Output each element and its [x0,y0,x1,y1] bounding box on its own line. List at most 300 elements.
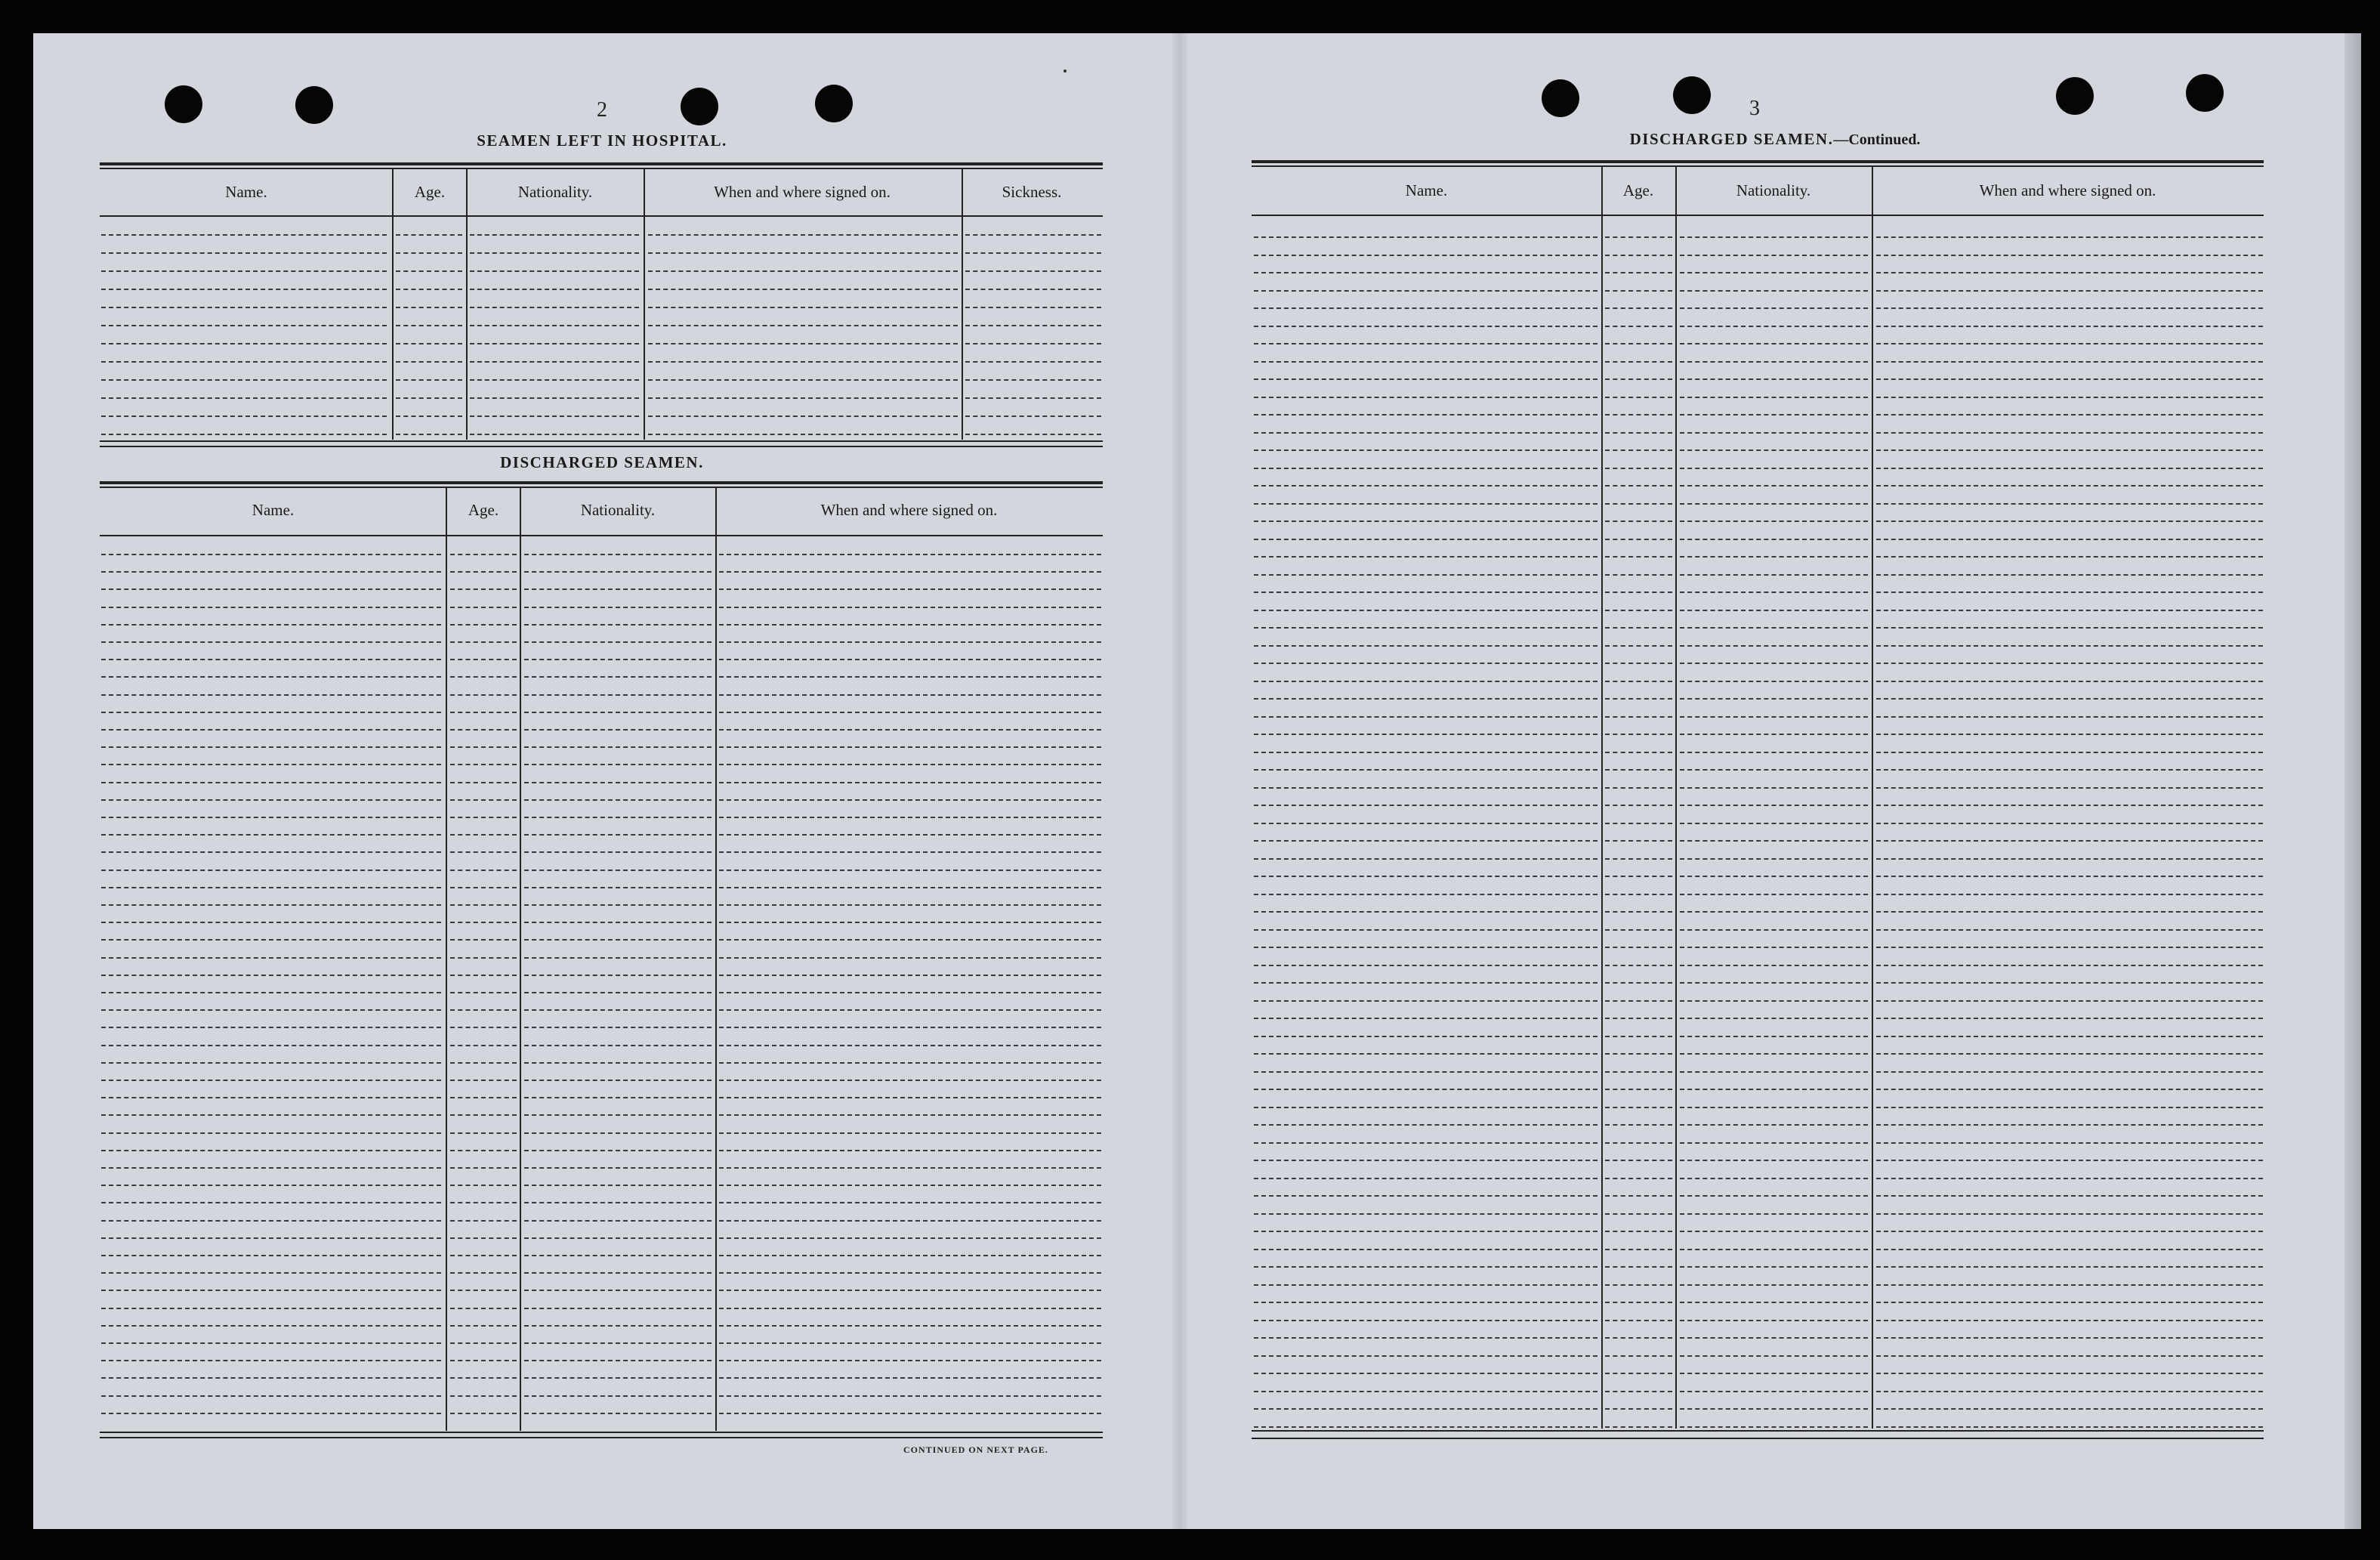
blank-entry-line [1680,929,1868,931]
blank-entry-line [1876,255,2263,256]
blank-entry-line [719,1027,1101,1028]
blank-entry-line [524,729,712,731]
blank-entry-line [1254,1391,1597,1392]
blank-entry-line [1680,823,1868,824]
blank-entry-line [1254,1249,1597,1250]
header-rule [100,215,1103,217]
blank-entry-line [101,676,441,678]
blank-entry-line [524,641,712,643]
blank-entry-line [648,234,958,236]
blank-entry-line [1876,1071,2263,1073]
blank-entry-line [1680,290,1868,292]
blank-entry-line [719,1167,1101,1169]
punch-hole [1542,79,1579,117]
blank-entry-line [1876,1195,2263,1197]
blank-entry-line [1876,1320,2263,1321]
blank-entry-line [719,1009,1101,1011]
blank-entry-line [719,1255,1101,1256]
blank-entry-line [1605,840,1672,842]
table-rule [100,1432,1103,1433]
blank-entry-line [1605,1053,1672,1055]
blank-entry-line [719,641,1101,643]
blank-entry-line [1254,1089,1597,1090]
table-rule [100,481,1103,484]
blank-entry-line [1254,1408,1597,1410]
blank-entry-line [524,712,712,713]
blank-entry-line [1680,1089,1868,1090]
blank-entry-line [101,1185,441,1186]
blank-entry-line [1680,645,1868,647]
blank-entry-line [965,289,1101,290]
blank-entry-line [1605,947,1672,948]
blank-entry-line [524,1255,712,1256]
blank-entry-line [719,834,1101,836]
blank-entry-line [101,1255,441,1256]
blank-entry-line [101,694,441,696]
blank-entry-line [1254,1107,1597,1108]
blank-entry-line [1605,929,1672,931]
blank-entry-line [524,746,712,748]
table-rule [100,1437,1103,1438]
blank-entry-line [1876,236,2263,238]
blank-entry-line [965,361,1101,363]
blank-entry-line [1680,255,1868,256]
blank-entry-line [1680,1000,1868,1002]
blank-entry-line [1876,343,2263,344]
blank-entry-line [1254,982,1597,984]
blank-entry-line [1254,556,1597,558]
blank-entry-line [719,1272,1101,1274]
blank-entry-line [1254,343,1597,344]
blank-entry-line [1254,947,1597,948]
blank-entry-line [1876,1337,2263,1339]
blank-entry-line [1680,805,1868,806]
blank-entry-line [1605,627,1672,629]
blank-entry-line [1876,1391,2263,1392]
blank-entry-line [1876,432,2263,434]
blank-entry-line [450,1114,517,1116]
blank-entry-line [1254,1160,1597,1161]
blank-entry-line [1605,255,1672,256]
blank-entry-line [524,1009,712,1011]
right-col-name: Name. [1405,181,1448,199]
blank-entry-line [470,361,639,363]
blank-entry-line [101,834,441,836]
blank-entry-line [396,434,462,435]
blank-entry-line [450,1097,517,1098]
blank-entry-line [101,397,387,399]
blank-entry-line [101,234,387,236]
blank-entry-line [101,975,441,976]
blank-entry-line [648,434,958,435]
blank-entry-line [450,729,517,731]
blank-entry-line [101,1237,441,1239]
table-rule [1252,1438,2264,1439]
blank-entry-line [1605,1036,1672,1037]
blank-entry-line [1876,521,2263,522]
blank-entry-line [1254,521,1597,522]
blank-entry-line [101,817,441,818]
blank-entry-line [450,851,517,853]
blank-entry-line [450,588,517,590]
blank-entry-line [101,887,441,888]
blank-entry-line [719,817,1101,818]
title-main: DISCHARGED SEAMEN. [1629,130,1834,148]
blank-entry-line [719,975,1101,976]
blank-entry-line [524,1027,712,1028]
blank-entry-line [524,870,712,871]
blank-entry-line [101,1045,441,1046]
table-rule [100,446,1103,447]
blank-entry-line [101,1150,441,1151]
blank-entry-line [1876,556,2263,558]
blank-entry-line [1876,840,2263,842]
blank-entry-line [1605,1337,1672,1339]
blank-entry-line [1876,716,2263,718]
blank-entry-line [101,434,387,435]
blank-entry-line [524,1360,712,1361]
blank-entry-line [524,1290,712,1291]
blank-entry-line [1680,1053,1868,1055]
blank-entry-line [1605,698,1672,700]
blank-entry-line [1876,947,2263,948]
blank-entry-line [719,887,1101,888]
blank-entry-line [1680,681,1868,682]
blank-entry-line [1605,1160,1672,1161]
blank-entry-line [1605,414,1672,415]
blank-entry-line [1876,1426,2263,1428]
column-divider [644,168,645,440]
title-continued: —Continued. [1833,131,1921,148]
blank-entry-line [450,1413,517,1414]
blank-entry-line [719,1413,1101,1414]
blank-entry-line [450,1237,517,1239]
blank-entry-line [648,415,958,417]
blank-entry-line [524,992,712,993]
blank-entry-line [1605,307,1672,309]
blank-entry-line [524,851,712,853]
punch-hole [815,85,853,122]
column-divider [1675,165,1677,1429]
blank-entry-line [719,1150,1101,1151]
blank-entry-line [1254,663,1597,664]
blank-entry-line [648,379,958,381]
blank-entry-line [719,1308,1101,1309]
blank-entry-line [1876,468,2263,469]
blank-entry-line [1876,698,2263,700]
blank-entry-line [719,694,1101,696]
blank-entry-line [648,252,958,254]
blank-entry-line [1876,272,2263,273]
blank-entry-line [1680,752,1868,753]
blank-entry-line [450,1062,517,1064]
blank-entry-line [1254,929,1597,931]
blank-entry-line [1254,734,1597,735]
blank-entry-line [450,1325,517,1327]
blank-entry-line [524,957,712,959]
blank-entry-line [1680,432,1868,434]
blank-entry-line [1605,823,1672,824]
blank-entry-line [524,1185,712,1186]
blank-entry-line [1876,805,2263,806]
blank-entry-line [450,817,517,818]
blank-entry-line [1680,307,1868,309]
blank-entry-line [450,1308,517,1309]
blank-entry-line [1876,361,2263,363]
column-divider [962,168,963,440]
blank-entry-line [396,252,462,254]
speck [1063,70,1067,73]
blank-entry-line [524,764,712,765]
blank-entry-line [1605,343,1672,344]
blank-entry-line [396,343,462,344]
blank-entry-line [524,676,712,678]
blank-entry-line [1605,911,1672,913]
blank-entry-line [1876,1266,2263,1268]
blank-entry-line [719,870,1101,871]
blank-entry-line [965,379,1101,381]
blank-entry-line [1680,414,1868,415]
blank-entry-line [1876,1408,2263,1410]
blank-entry-line [1876,503,2263,505]
blank-entry-line [101,270,387,272]
punch-hole [681,88,718,125]
blank-entry-line [648,361,958,363]
blank-entry-line [524,1202,712,1203]
blank-entry-line [1680,1231,1868,1232]
blank-entry-line [1605,272,1672,273]
blank-entry-line [524,554,712,555]
blank-entry-line [396,234,462,236]
blank-entry-line [1680,1320,1868,1321]
table-rule [1252,165,2264,167]
blank-entry-line [1680,1160,1868,1161]
blank-entry-line [719,904,1101,906]
blank-entry-line [1680,574,1868,576]
blank-entry-line [1605,805,1672,806]
blank-entry-line [101,588,441,590]
blank-entry-line [450,1395,517,1397]
blank-entry-line [450,1290,517,1291]
column-divider [392,168,394,440]
blank-entry-line [1876,965,2263,966]
blank-entry-line [1605,734,1672,735]
blank-entry-line [450,746,517,748]
blank-entry-line [101,922,441,923]
blank-entry-line [450,607,517,608]
blank-entry-line [101,1167,441,1169]
blank-entry-line [1680,1018,1868,1019]
blank-entry-line [719,676,1101,678]
blank-entry-line [1680,272,1868,273]
table-rule [1252,160,2264,163]
blank-entry-line [719,607,1101,608]
blank-entry-line [1680,1408,1868,1410]
blank-entry-line [101,782,441,783]
discharged-col-age: Age. [468,501,499,519]
header-rule [1252,215,2264,216]
blank-entry-line [1254,965,1597,966]
blank-entry-line [1680,236,1868,238]
blank-entry-line [1254,236,1597,238]
blank-entry-line [450,975,517,976]
blank-entry-line [1876,929,2263,931]
blank-entry-line [450,1080,517,1081]
blank-entry-line [1254,307,1597,309]
blank-entry-line [1876,681,2263,682]
blank-entry-line [1680,449,1868,451]
blank-entry-line [450,1150,517,1151]
blank-entry-line [1254,1284,1597,1286]
blank-entry-line [524,799,712,801]
blank-entry-line [524,782,712,783]
blank-entry-line [470,343,639,344]
blank-entry-line [1605,610,1672,611]
blank-entry-line [1605,1231,1672,1232]
blank-entry-line [1680,663,1868,664]
blank-entry-line [1254,1213,1597,1215]
blank-entry-line [101,1202,441,1203]
blank-entry-line [719,1237,1101,1239]
blank-entry-line [1254,1036,1597,1037]
blank-entry-line [1680,610,1868,611]
blank-entry-line [719,1395,1101,1397]
blank-entry-line [1254,1071,1597,1073]
blank-entry-line [101,870,441,871]
blank-entry-line [719,1062,1101,1064]
blank-entry-line [1680,397,1868,398]
blank-entry-line [1680,1391,1868,1392]
blank-entry-line [1254,449,1597,451]
blank-entry-line [1254,698,1597,700]
blank-entry-line [101,712,441,713]
blank-entry-line [101,1360,441,1361]
punch-hole [2056,77,2094,115]
blank-entry-line [450,992,517,993]
blank-entry-line [450,957,517,959]
blank-entry-line [719,1185,1101,1186]
punch-hole [295,86,333,124]
blank-entry-line [719,729,1101,731]
blank-entry-line [101,799,441,801]
blank-entry-line [450,676,517,678]
blank-entry-line [1680,556,1868,558]
right-col-signed-on: When and where signed on. [1979,181,2156,199]
blank-entry-line [1254,752,1597,753]
blank-entry-line [1680,468,1868,469]
punch-hole [165,85,202,123]
blank-entry-line [1254,1124,1597,1126]
blank-entry-line [524,1272,712,1274]
blank-entry-line [101,624,441,626]
blank-entry-line [1680,1071,1868,1073]
blank-entry-line [450,1009,517,1011]
blank-entry-line [1680,947,1868,948]
blank-entry-line [1254,503,1597,505]
blank-entry-line [1605,449,1672,451]
blank-entry-line [1254,1142,1597,1144]
blank-entry-line [450,712,517,713]
blank-entry-line [524,922,712,923]
blank-entry-line [1605,432,1672,434]
blank-entry-line [524,659,712,660]
hospital-col-name: Name. [225,183,267,201]
blank-entry-line [719,939,1101,941]
blank-entry-line [1680,911,1868,913]
blank-entry-line [450,1027,517,1028]
blank-entry-line [1254,1320,1597,1321]
blank-entry-line [1876,414,2263,415]
blank-entry-line [1254,716,1597,718]
blank-entry-line [1605,1284,1672,1286]
blank-entry-line [524,1097,712,1098]
blank-entry-line [1605,361,1672,363]
blank-entry-line [1876,449,2263,451]
blank-entry-line [719,554,1101,555]
blank-entry-line [524,588,712,590]
blank-entry-line [450,922,517,923]
table-rule [100,487,1103,488]
blank-entry-line [719,1377,1101,1379]
blank-entry-line [1254,326,1597,327]
blank-entry-line [1680,716,1868,718]
blank-entry-line [101,659,441,660]
blank-entry-line [524,571,712,573]
blank-entry-line [965,434,1101,435]
column-divider [446,487,447,1431]
blank-entry-line [1605,1320,1672,1321]
blank-entry-line [1605,1142,1672,1144]
blank-entry-line [719,1342,1101,1344]
blank-entry-line [101,554,441,555]
blank-entry-line [1605,539,1672,540]
blank-entry-line [719,1097,1101,1098]
blank-entry-line [1254,876,1597,877]
blank-entry-line [1254,539,1597,540]
blank-entry-line [1605,397,1672,398]
blank-entry-line [450,1132,517,1134]
blank-entry-line [1876,823,2263,824]
blank-entry-line [1605,326,1672,327]
blank-entry-line [470,234,639,236]
blank-entry-line [101,607,441,608]
blank-entry-line [1876,1355,2263,1357]
blank-entry-line [1876,894,2263,895]
blank-entry-line [1605,769,1672,771]
blank-entry-line [1254,1053,1597,1055]
blank-entry-line [1254,681,1597,682]
blank-entry-line [719,712,1101,713]
column-divider [520,487,521,1431]
blank-entry-line [1605,716,1672,718]
blank-entry-line [101,1342,441,1344]
blank-entry-line [1680,787,1868,789]
blank-entry-line [1254,1355,1597,1357]
discharged-section-title: DISCHARGED SEAMEN. [500,453,704,471]
blank-entry-line [101,325,387,326]
blank-entry-line [1680,698,1868,700]
blank-entry-line [1876,911,2263,913]
blank-entry-line [470,252,639,254]
blank-entry-line [1876,645,2263,647]
blank-entry-line [1876,787,2263,789]
blank-entry-line [101,1062,441,1064]
blank-entry-line [1876,1302,2263,1303]
blank-entry-line [524,1308,712,1309]
table-rule [100,440,1103,442]
blank-entry-line [450,624,517,626]
blank-entry-line [101,1377,441,1379]
